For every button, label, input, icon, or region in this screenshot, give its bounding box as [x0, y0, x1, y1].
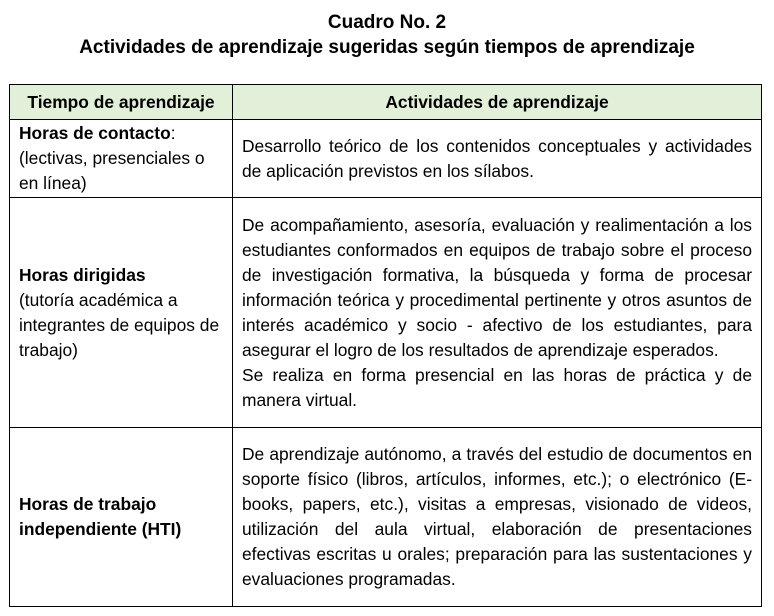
- table-row: [10, 198, 762, 428]
- time-detail: (lectivas, presenciales o en línea): [19, 148, 205, 193]
- caption-number: Cuadro No. 2: [327, 12, 447, 33]
- activity-paragraph: Se realiza en forma presencial en las horas de práctica y de manera virtual.: [242, 364, 752, 410]
- header-time: Tiempo de aprendizaje: [10, 85, 233, 120]
- activities-cell: [233, 198, 762, 428]
- activities-cell: [233, 120, 762, 198]
- time-title: Horas de contacto: [19, 123, 171, 143]
- activity-paragraph: De acompañamiento, asesoría, evaluación y realimentación a los estudiantes conformados en equipos de trabajo sobre el proceso de investigación formativa, la búsqueda y forma de procesar información teórica y procedimental pertinente y otros asuntos de interés académico y socio - afectivo de los estudiantes, para asegurar el logro de los resultados de aprendizaje esperados.: [242, 214, 752, 360]
- caption-title: Actividades de aprendizaje sugeridas según tiempos de aprendizaje: [79, 37, 695, 58]
- time-cell: [10, 120, 233, 198]
- activity-paragraph: De aprendizaje autónomo, a través del estudio de documentos en soporte físico (libros, artículos, informes, etc.); o electrónico (E-books, papers, etc.), visitas a empresas, visionado de videos, utilización del aula virtual, elaboración de presentaciones efectivas escritas u orales; preparación para las sustentaciones y evaluaciones programadas.: [242, 444, 752, 589]
- table-row: [10, 428, 762, 607]
- activity-paragraph: Desarrollo teórico de los contenidos conceptuales y actividades de aplicación previstos en los sílabos.: [242, 135, 752, 181]
- time-title: Horas de trabajo independiente (HTI): [19, 494, 182, 539]
- time-cell: [10, 198, 233, 428]
- table-header-row: [10, 85, 762, 120]
- time-title-suffix: :: [170, 123, 176, 143]
- table-caption: [0, 10, 774, 60]
- activities-cell: [233, 428, 762, 607]
- learning-activities-table: [9, 84, 762, 607]
- time-title: Horas dirigidas: [19, 264, 146, 285]
- time-cell: [10, 428, 233, 607]
- table-row: [10, 120, 762, 198]
- time-detail: (tutoría académica a integrantes de equipos de trabajo): [19, 289, 220, 360]
- header-activities: Actividades de aprendizaje: [233, 85, 762, 120]
